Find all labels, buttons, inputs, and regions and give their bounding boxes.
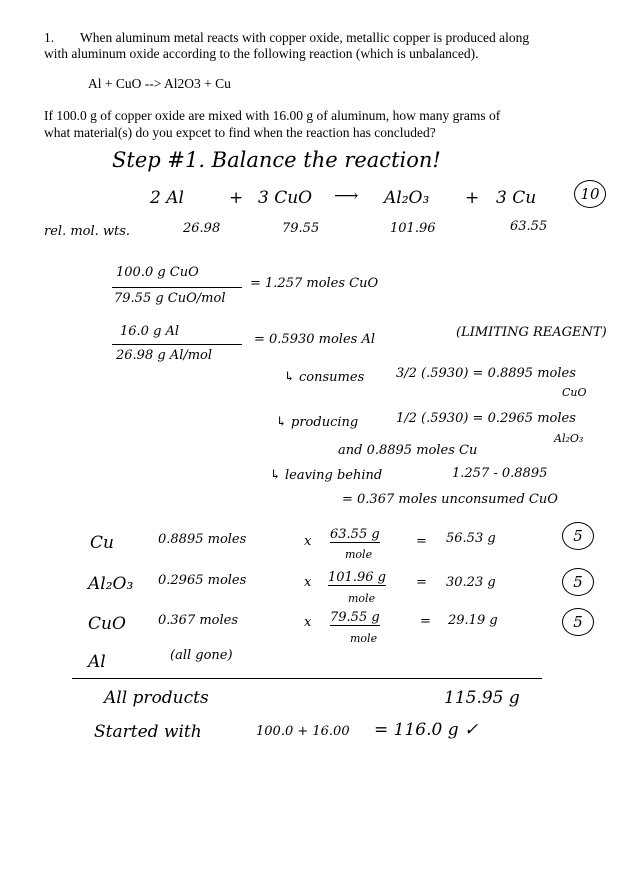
leaving-calc: 1.257 - 0.8895 <box>452 466 548 481</box>
row-mw-unit: mole <box>345 548 373 561</box>
mw-cu: 63.55 <box>510 219 548 234</box>
eq-aluminum-oxide: Al₂O₃ <box>384 188 430 208</box>
leaving-label: ↳ leaving behind <box>270 468 383 483</box>
mw-al: 26.98 <box>183 221 221 236</box>
row-label: Al₂O₃ <box>88 574 134 594</box>
al-denominator: 26.98 g Al/mol <box>116 348 213 363</box>
row-times: x <box>304 534 312 549</box>
al-fraction-bar <box>112 344 242 345</box>
eq-arrow: ⟶ <box>334 186 359 206</box>
all-products-total: 115.95 g <box>444 688 520 708</box>
question-line-1: If 100.0 g of copper oxide are mixed with 16.00 g of aluminum, how many grams of <box>44 108 501 123</box>
started-calc: 100.0 + 16.00 <box>256 724 350 739</box>
al-moles-result: = 0.5930 moles Al <box>254 332 375 347</box>
row-mw: 79.55 g <box>330 610 380 625</box>
score-circle: 5 <box>562 608 594 636</box>
al-numerator: 16.0 g Al <box>120 324 180 339</box>
row-equals: = <box>416 534 427 549</box>
producing-unit: Al₂O₃ <box>554 432 584 445</box>
cuo-fraction-bar <box>112 287 242 288</box>
eq-plus-1: + <box>229 188 244 208</box>
total-divider <box>72 678 542 679</box>
row-label: Cu <box>90 533 114 553</box>
al-label: Al <box>88 652 106 672</box>
eq-plus-2: + <box>465 188 480 208</box>
score-circle: 5 <box>562 522 594 550</box>
row-mw-unit: mole <box>348 592 376 605</box>
started-total: = 116.0 g ✓ <box>374 720 479 740</box>
consumes-calc: 3/2 (.5930) = 0.8895 moles <box>396 366 576 381</box>
consumes-label: ↳ consumes <box>284 370 365 385</box>
row-result: 30.23 g <box>446 575 496 590</box>
leaving-result: = 0.367 moles unconsumed CuO <box>342 492 558 507</box>
cuo-numerator: 100.0 g CuO <box>116 265 199 280</box>
producing-calc: 1/2 (.5930) = 0.2965 moles <box>396 411 576 426</box>
and-cu-line: and 0.8895 moles Cu <box>338 443 478 458</box>
consumes-unit: CuO <box>562 386 587 399</box>
question-line-2: what material(s) do you expcet to find when the reaction has concluded? <box>44 125 436 140</box>
step-title: Step #1. Balance the reaction! <box>112 148 441 172</box>
row-equals: = <box>416 575 427 590</box>
row-mw: 101.96 g <box>328 570 386 585</box>
cuo-moles-result: = 1.257 moles CuO <box>250 276 379 291</box>
score-circle-balance: 10 <box>574 180 606 208</box>
mol-wts-label: rel. mol. wts. <box>44 224 131 239</box>
mw-cuo: 79.55 <box>282 221 320 236</box>
limiting-reagent-note: (LIMITING REAGENT) <box>456 325 607 340</box>
producing-label: ↳ producing <box>276 415 359 430</box>
row-label: CuO <box>88 614 126 634</box>
row-times: x <box>304 575 312 590</box>
started-with-label: Started with <box>94 722 202 742</box>
unbalanced-reaction: Al + CuO --> Al2O3 + Cu <box>88 76 231 91</box>
eq-copper: 3 Cu <box>496 188 537 208</box>
mw-al2o3: 101.96 <box>390 221 436 236</box>
row-moles: 0.8895 moles <box>158 532 247 547</box>
all-products-label: All products <box>104 688 209 708</box>
eq-copper-oxide: 3 CuO <box>258 188 313 208</box>
al-all-gone: (all gone) <box>170 648 233 663</box>
row-mw: 63.55 g <box>330 527 380 542</box>
cuo-denominator: 79.55 g CuO/mol <box>114 291 226 306</box>
row-result: 56.53 g <box>446 531 496 546</box>
problem-line-1: When aluminum metal reacts with copper oxide, metallic copper is produced along <box>80 30 530 45</box>
row-times: x <box>304 615 312 630</box>
score-circle: 5 <box>562 568 594 596</box>
eq-aluminum: 2 Al <box>150 188 184 208</box>
row-mw-unit: mole <box>350 632 378 645</box>
problem-number: 1. <box>44 30 55 45</box>
row-result: 29.19 g <box>448 613 498 628</box>
row-moles: 0.367 moles <box>158 613 239 628</box>
row-equals: = <box>420 614 431 629</box>
problem-line-2: with aluminum oxide according to the following reaction (which is unbalanced). <box>44 46 479 61</box>
row-moles: 0.2965 moles <box>158 573 247 588</box>
